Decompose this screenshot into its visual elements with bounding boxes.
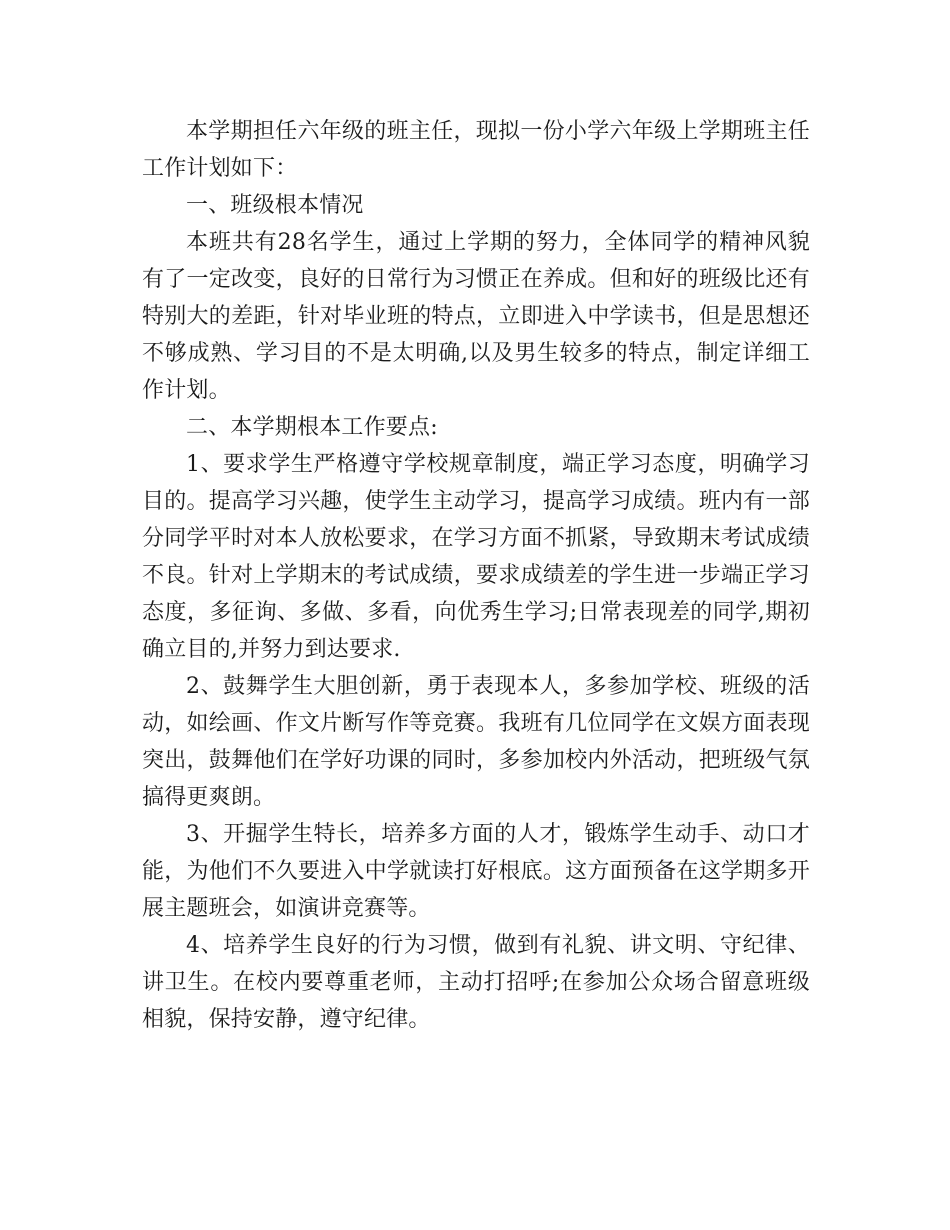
document-body xyxy=(142,113,810,1038)
work-point-3: 3、开掘学生特长，培养多方面的人才，锻炼学生动手、动口才能，为他们不久要进入中学就读打好根底。这方面预备在这学期多开展主题班会，如演讲竞赛等。 xyxy=(142,822,810,921)
intro-paragraph: 本学期担任六年级的班主任，现拟一份小学六年级上学期班主任工作计划如下： xyxy=(142,119,810,181)
work-point-1: 1、要求学生严格遵守学校规章制度，端正学习态度，明确学习目的。提高学习兴趣，使学生主动学习，提高学习成绩。班内有一部分同学平时对本人放松要求，在学习方面不抓紧，导致期末考试成绩不良。针对上学期末的考试成绩，要求成绩差的学生进一步端正学习态度，多征询、多做、多看，向优秀生学习;日常表现差的同学,期初确立目的,并努力到达要求. xyxy=(142,452,810,662)
work-point-2: 2、鼓舞学生大胆创新，勇于表现本人，多参加学校、班级的活动，如绘画、作文片断写作等竞赛。我班有几位同学在文娱方面表现突出，鼓舞他们在学好功课的同时，多参加校内外活动，把班级气氛搞得更爽朗。 xyxy=(142,674,810,810)
section-heading-work-points: 二、本学期根本工作要点: xyxy=(186,415,438,440)
class-situation-paragraph: 本班共有28名学生，通过上学期的努力，全体同学的精神风貌有了一定改变，良好的日常行为习惯正在养成。但和好的班级比还有特别大的差距，针对毕业班的特点，立即进入中学读书，但是思想还不够成熟、学习目的不是太明确,以及男生较多的特点，制定详细工作计划。 xyxy=(142,230,810,403)
work-point-4: 4、培养学生良好的行为习惯，做到有礼貌、讲文明、守纪律、讲卫生。在校内要尊重老师，主动打招呼;在参加公众场合留意班级相貌，保持安静，遵守纪律。 xyxy=(142,933,810,1032)
section-heading-class-situation: 一、班级根本情况 xyxy=(186,193,364,218)
